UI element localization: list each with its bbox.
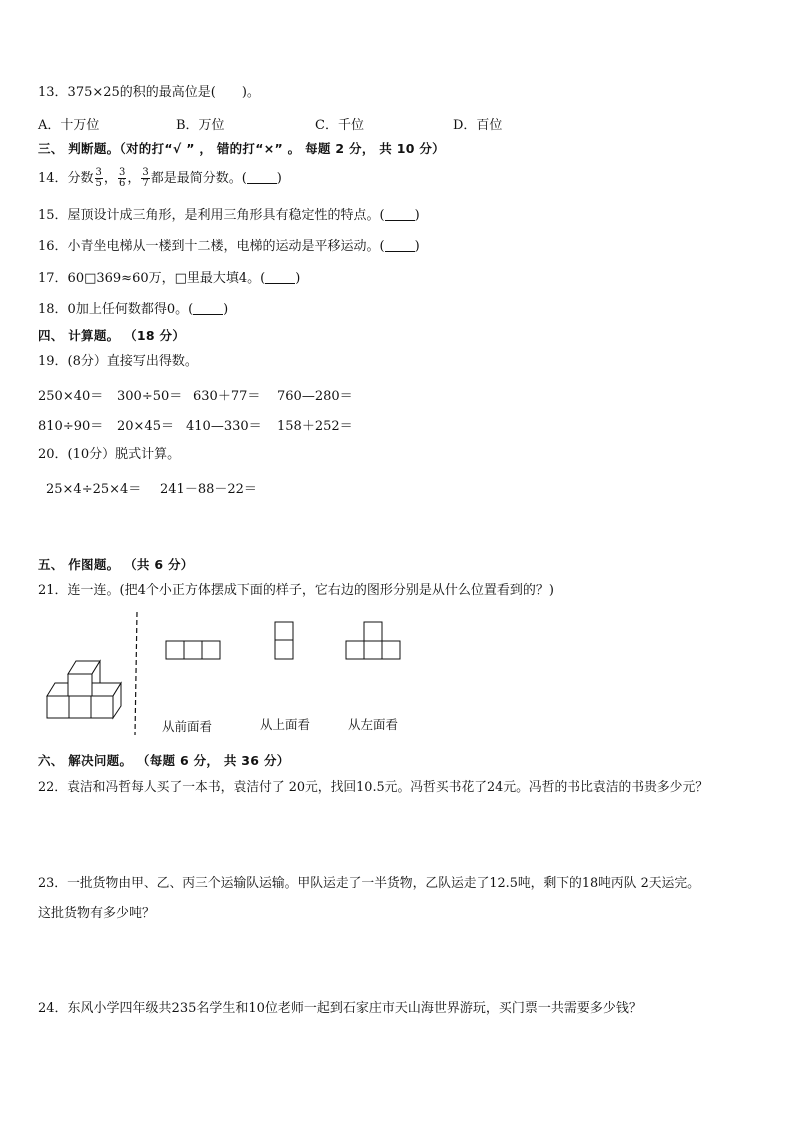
calc-item: 760—280＝ bbox=[277, 389, 353, 404]
q14-suffix: 都是最简分数。( bbox=[150, 171, 247, 186]
section4-title: 四、 计算题。 （18 分） bbox=[38, 328, 186, 343]
q13-option-a: A．十万位 bbox=[38, 118, 100, 133]
q14: 14．分数 $\frac{3}{5}$ ， $\frac{3}{6}$ ， $\frac{3}{7}$ 都是最简分数。( ) bbox=[38, 167, 282, 189]
q23-line2: 这批货物有多少吨？ bbox=[38, 906, 156, 921]
cube-stack-drawing bbox=[47, 661, 121, 718]
calc-item: 410—330＝ bbox=[186, 419, 262, 434]
calc-item: 241－88－22＝ bbox=[160, 482, 257, 497]
q13-text: 13．375×25的积的最高位是( )。 bbox=[38, 85, 260, 100]
fraction-3: $\frac{3}{7}$ bbox=[142, 167, 149, 189]
calc-item: 25×4÷25×4＝ bbox=[46, 482, 142, 497]
calc-item: 20×45＝ bbox=[117, 419, 174, 434]
q17: 17．60□369≈60万，□里最大填4。( ) bbox=[38, 271, 301, 286]
calc-item: 810÷90＝ bbox=[38, 419, 104, 434]
left-view-drawing bbox=[346, 622, 400, 659]
fraction-2: $\frac{3}{6}$ bbox=[118, 167, 126, 189]
caption-top: 从上面看 bbox=[260, 717, 311, 732]
fraction-1: $\frac{3}{5}$ bbox=[95, 167, 102, 189]
q24-text: 24．东风小学四年级共235名学生和10位老师一起到石家庄市天山海世界游玩，买门票一共需要多少钱？ bbox=[38, 1001, 642, 1016]
dashed-divider bbox=[135, 612, 137, 735]
calc-item: 158＋252＝ bbox=[277, 419, 353, 434]
q13-option-c: C．千位 bbox=[315, 118, 364, 133]
q14-prefix: 14．分数 bbox=[38, 171, 94, 186]
calc-item: 630＋77＝ bbox=[193, 389, 261, 404]
caption-left: 从左面看 bbox=[348, 717, 399, 732]
calc-item: 300÷50＝ bbox=[117, 389, 183, 404]
q18: 18．0加上任何数都得0。( ) bbox=[38, 302, 229, 317]
q15: 15．屋顶设计成三角形，是利用三角形具有稳定性的特点。( ) bbox=[38, 208, 420, 223]
q21-text: 21．连一连。(把4个小正方体摆成下面的样子，它右边的图形分别是从什么位置看到的？) bbox=[38, 583, 554, 598]
q19-text: 19．(8分）直接写出得数。 bbox=[38, 354, 198, 369]
q16: 16．小青坐电梯从一楼到十二楼，电梯的运动是平移运动。( ) bbox=[38, 239, 420, 254]
front-view-drawing bbox=[166, 641, 220, 659]
q13-option-b: B．万位 bbox=[176, 118, 225, 133]
section5-title: 五、 作图题。 （共 6 分） bbox=[38, 557, 194, 572]
q23-line1: 23．一批货物由甲、乙、丙三个运输队运输。甲队运走了一半货物，乙队运走了12.5吨，剩下的18吨丙队 2天运完。 bbox=[38, 876, 700, 891]
q13-option-d: D．百位 bbox=[453, 118, 503, 133]
top-view-drawing bbox=[275, 622, 293, 659]
section3-title: 三、 判断题。（对的打“√ ” ， 错的打“×” 。 每题 2 分， 共 10 分） bbox=[38, 141, 445, 156]
calc-item: 250×40＝ bbox=[38, 389, 104, 404]
q22-text: 22．袁洁和冯哲每人买了一本书，袁洁付了 20元，找回10.5元。冯哲买书花了24元。冯哲的书比袁洁的书贵多少元？ bbox=[38, 780, 709, 795]
section6-title: 六、 解决问题。 （每题 6 分， 共 36 分） bbox=[38, 753, 290, 768]
caption-front: 从前面看 bbox=[162, 719, 213, 734]
q20-text: 20．(10分）脱式计算。 bbox=[38, 447, 181, 462]
